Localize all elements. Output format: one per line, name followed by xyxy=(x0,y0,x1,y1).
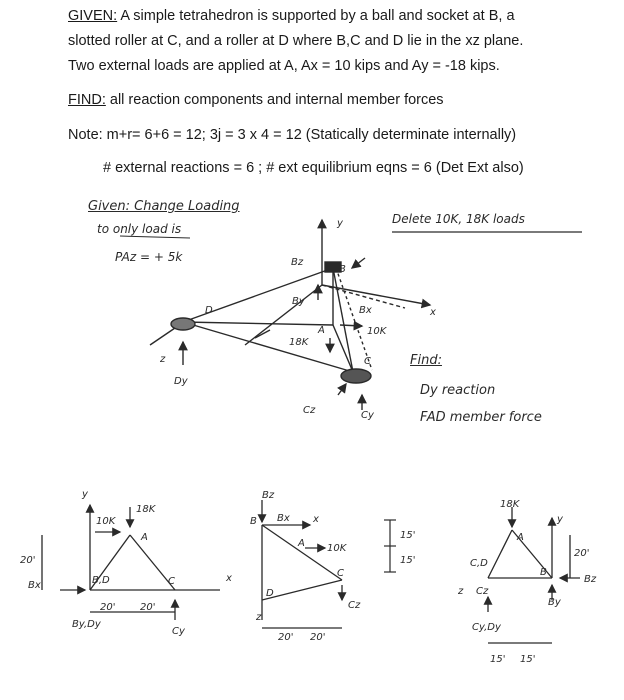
axis-z-back xyxy=(245,285,322,345)
dims-labels xyxy=(400,530,415,566)
reaction-bx xyxy=(352,258,365,268)
lbl-v3-b: B xyxy=(540,567,547,578)
given-line-2: slotted roller at C, and a roller at D where B,C and D lie in the xz plane. xyxy=(68,33,524,49)
lbl-v3-z: z xyxy=(458,586,464,597)
note-delete: Delete 10K, 18K loads xyxy=(392,212,525,226)
z-axis-stub xyxy=(150,328,175,345)
lbl-v2-b: B xyxy=(250,516,257,527)
lbl-3d-bx: Bx xyxy=(359,305,372,316)
lbl-v2-10k: 10K xyxy=(327,543,347,554)
view3-labels xyxy=(457,499,597,665)
lbl-v3-by: By xyxy=(548,597,561,608)
find-label: FIND: xyxy=(68,92,106,108)
lbl-v3-18k: 18K xyxy=(500,499,520,510)
note-paz: PAz = + 5k xyxy=(115,250,183,264)
lbl-dims-15b: 15' xyxy=(400,555,416,566)
member-bc xyxy=(333,268,353,372)
lbl-v2-c: C xyxy=(337,568,344,579)
lbl-3d-cz: Cz xyxy=(303,405,316,416)
view3-diagram xyxy=(488,507,580,643)
lbl-v2-x: x xyxy=(313,514,319,525)
lbl-3d-x: x xyxy=(430,307,436,318)
lbl-3d-a: A xyxy=(318,325,325,336)
lbl-v2-cz: Cz xyxy=(348,600,361,611)
support-d xyxy=(171,318,195,330)
member-ac xyxy=(333,325,353,372)
lbl-v1-cy: Cy xyxy=(172,626,185,637)
note-line: Note: m+r= 6+6 = 12; 3j = 3 x 4 = 12 (Statically determinate internally) xyxy=(68,127,517,143)
given-text: A simple tetrahedron is supported by a ball and socket at B, a xyxy=(117,8,515,24)
tetrahedron-3d-view xyxy=(150,220,430,410)
member-dc xyxy=(183,322,353,372)
lbl-v1-y: y xyxy=(82,489,88,500)
support-c xyxy=(341,369,371,383)
lbl-v3-s15b: 15' xyxy=(520,654,536,665)
lbl-v1-s20a: 20' xyxy=(100,602,116,613)
lbl-v1-bd: B,D xyxy=(92,575,110,586)
lbl-v2-z: z xyxy=(256,612,262,623)
lbl-v1-s20b: 20' xyxy=(140,602,156,613)
lbl-v3-bz: Bz xyxy=(584,574,597,585)
lbl-3d-18k: 18K xyxy=(289,337,309,348)
lbl-v3-cydy: Cy,Dy xyxy=(472,622,501,633)
lbl-3d-10k: 10K xyxy=(367,326,387,337)
lbl-v1-bx: Bx xyxy=(28,580,41,591)
view2-labels xyxy=(250,490,361,643)
view3-member-cd-a xyxy=(488,530,512,578)
lbl-v2-s20b: 20' xyxy=(310,632,326,643)
view2-diagram xyxy=(262,500,342,628)
note-dy-reaction: Dy reaction xyxy=(420,383,496,398)
lbl-v2-d: D xyxy=(266,588,274,599)
note-line-2: # external reactions = 6 ; # ext equilibrium eqns = 6 (Det Ext also) xyxy=(103,160,524,176)
lbl-3d-dy: Dy xyxy=(174,376,188,387)
dims-diagram xyxy=(384,520,396,572)
given-label: GIVEN: xyxy=(68,8,118,24)
lbl-v2-s20a: 20' xyxy=(278,632,294,643)
lbl-v1-a: A xyxy=(141,532,148,543)
given-line-3: Two external loads are applied at A, Ax = 10 kips and Ay = -18 kips. xyxy=(68,58,500,74)
lbl-v3-cz: Cz xyxy=(476,586,489,597)
member-da xyxy=(183,322,333,325)
lbl-v3-a: A xyxy=(517,532,524,543)
lbl-v3-s15a: 15' xyxy=(490,654,506,665)
lbl-v1-c: C xyxy=(168,576,175,587)
view1-labels xyxy=(20,489,232,637)
lbl-v2-bx: Bx xyxy=(277,513,290,524)
note-only-load: to only load is xyxy=(97,222,182,236)
lbl-v2-bz: Bz xyxy=(262,490,275,501)
lbl-3d-bz: Bz xyxy=(291,257,304,268)
view2-dc xyxy=(262,580,342,600)
note-fad: FAD member force xyxy=(420,410,542,425)
lbl-v1-18k: 18K xyxy=(136,504,156,515)
note-only-load-underline xyxy=(120,236,190,238)
lbl-3d-y: y xyxy=(337,218,343,229)
lbl-v1-x: x xyxy=(226,573,232,584)
lbl-v3-20: 20' xyxy=(574,548,590,559)
find-text: all reaction components and internal member forces xyxy=(105,92,444,108)
lbl-dims-15a: 15' xyxy=(400,530,416,541)
lbl-v2-a: A xyxy=(298,538,305,549)
lbl-v3-cd: C,D xyxy=(470,558,488,569)
note-find: Find: xyxy=(410,353,442,368)
tetrahedron-3d-labels xyxy=(159,218,436,421)
lbl-3d-z: z xyxy=(160,354,166,365)
load-10k xyxy=(340,325,362,326)
lbl-v1-bydy: By,Dy xyxy=(72,619,101,630)
reaction-cz xyxy=(338,384,346,395)
lbl-v1-10k: 10K xyxy=(96,516,116,527)
lbl-3d-b: B xyxy=(339,264,346,275)
lbl-3d-by: By xyxy=(292,296,305,307)
lbl-3d-c: C xyxy=(364,356,371,367)
lbl-v1-20: 20' xyxy=(20,555,36,566)
lbl-v3-y: y xyxy=(557,514,563,525)
lbl-3d-cy: Cy xyxy=(361,410,374,421)
view1-diagram xyxy=(42,505,220,620)
lbl-3d-d: D xyxy=(205,305,213,316)
member-hidden xyxy=(336,268,372,370)
note-given-change: Given: Change Loading xyxy=(88,199,240,214)
